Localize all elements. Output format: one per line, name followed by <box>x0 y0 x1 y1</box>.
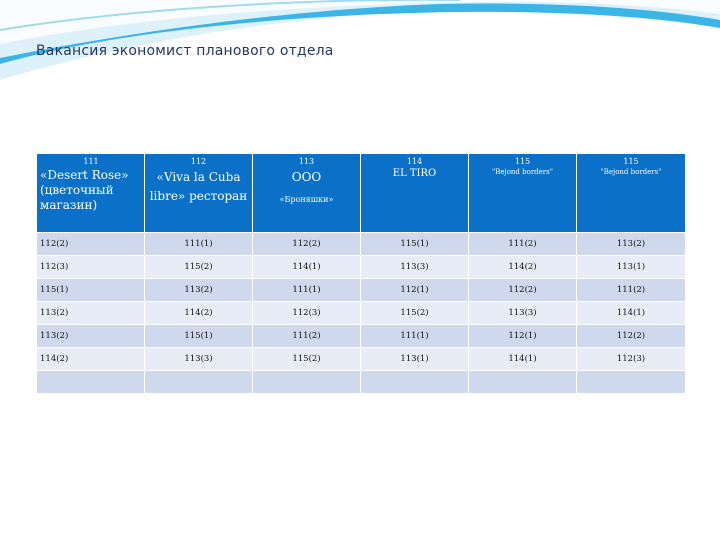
table-cell: 112(1) <box>469 325 577 348</box>
table-cell: 112(1) <box>361 279 469 302</box>
table-cell: 114(2) <box>145 302 253 325</box>
table-cell: 113(3) <box>145 348 253 371</box>
table-cell: 112(3) <box>37 256 145 279</box>
company-name: EL TIRO <box>392 168 437 179</box>
table-cell <box>469 371 577 394</box>
table-cell: 115(1) <box>145 325 253 348</box>
header-cell-115b <box>577 154 686 233</box>
table-cell: 112(2) <box>469 279 577 302</box>
table-cell <box>145 371 253 394</box>
company-code: 113 <box>298 157 315 166</box>
table-row <box>37 302 686 325</box>
table-cell: 111(1) <box>361 325 469 348</box>
table-cell: 113(3) <box>469 302 577 325</box>
header-cell-114 <box>361 154 469 233</box>
table-cell: 111(2) <box>469 233 577 256</box>
table-cell: 112(3) <box>253 302 361 325</box>
table-cell: 111(1) <box>253 279 361 302</box>
company-name: "Bejond borders" <box>600 168 662 176</box>
table-row <box>37 325 686 348</box>
table-cell: 115(2) <box>361 302 469 325</box>
table-cell: 111(1) <box>145 233 253 256</box>
table-cell: 112(2) <box>253 233 361 256</box>
table-cell: 115(2) <box>253 348 361 371</box>
company-name: "Bejond borders" <box>492 168 553 176</box>
table-cell: 113(1) <box>361 348 469 371</box>
company-name: «Desert Rose» (цветочный магазин) <box>40 168 129 212</box>
table-cell <box>253 371 361 394</box>
header-cell-113 <box>253 154 361 233</box>
vacancy-table <box>36 153 686 394</box>
header-cell-111 <box>37 154 145 233</box>
table-cell: 113(3) <box>361 256 469 279</box>
table-cell: 113(2) <box>145 279 253 302</box>
table-cell: 112(3) <box>577 348 686 371</box>
table-cell: 114(1) <box>253 256 361 279</box>
table-row <box>37 233 686 256</box>
company-code: 115 <box>623 157 639 166</box>
table-row <box>37 348 686 371</box>
company-code: 115 <box>514 157 531 166</box>
table-cell: 114(2) <box>469 256 577 279</box>
table-cell: 114(1) <box>469 348 577 371</box>
table-cell <box>361 371 469 394</box>
table-row-empty <box>37 371 686 394</box>
table-cell: 115(1) <box>361 233 469 256</box>
table-cell: 111(2) <box>577 279 686 302</box>
table-cell <box>37 371 145 394</box>
header-cell-112 <box>145 154 253 233</box>
table-cell: 115(1) <box>37 279 145 302</box>
table-cell: 114(1) <box>577 302 686 325</box>
header-row <box>37 154 686 233</box>
table-cell: 112(2) <box>37 233 145 256</box>
company-subname: «Броняшки» <box>279 195 334 204</box>
table-cell: 115(2) <box>145 256 253 279</box>
company-name: ООО <box>291 170 322 184</box>
table-cell: 113(2) <box>37 302 145 325</box>
table-cell: 112(2) <box>577 325 686 348</box>
slide-title: Вакансия экономист планового отдела <box>36 43 334 59</box>
company-code: 111 <box>83 157 99 166</box>
company-code: 112 <box>190 157 207 166</box>
table-row <box>37 279 686 302</box>
table-cell <box>577 371 686 394</box>
company-code: 114 <box>406 157 423 166</box>
table-cell: 114(2) <box>37 348 145 371</box>
table-cell: 111(2) <box>253 325 361 348</box>
table-cell: 113(2) <box>577 233 686 256</box>
table-row <box>37 256 686 279</box>
table-cell: 113(1) <box>577 256 686 279</box>
header-cell-115a <box>469 154 577 233</box>
table-cell: 113(2) <box>37 325 145 348</box>
company-name: «Viva la Cuba libre» ресторан <box>149 170 248 203</box>
